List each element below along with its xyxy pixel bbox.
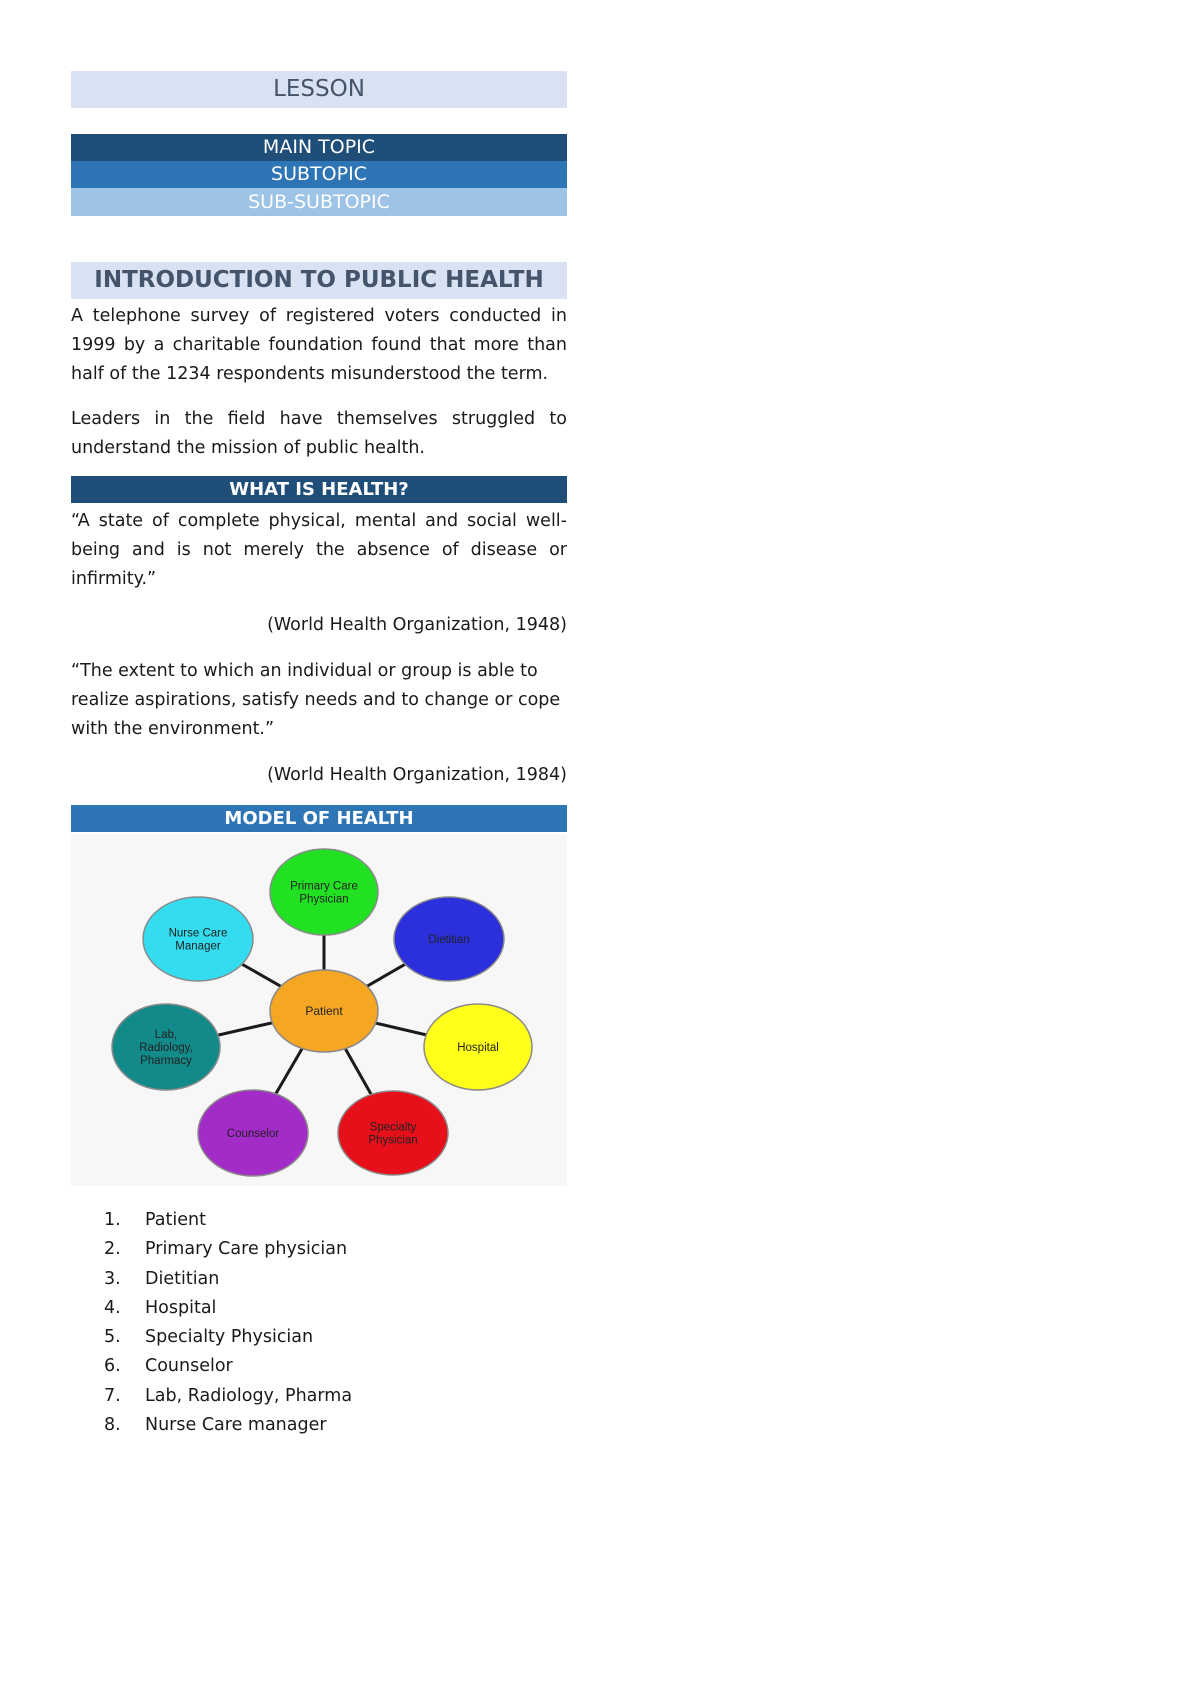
list-item-text: Primary Care physician [145, 1239, 348, 1260]
list-item-text: Specialty Physician [145, 1327, 314, 1348]
model-diagram-svg [71, 834, 567, 1186]
role-node-label: Nurse Care [168, 927, 228, 940]
role-node-label: Lab, [154, 1029, 178, 1041]
role-node-label: Physician [299, 893, 349, 906]
list-item-number: 7. [104, 1385, 121, 1406]
list-item [104, 1235, 352, 1264]
who-quote-1948: “A state of complete physical, mental and social well-being and is not merely the absence of disease or infirmity.” [71, 511, 567, 589]
who-quote-1984: “The extent to which an individual or group is able to realize aspirations, satisfy needs and to change or cope with the environment.” [71, 661, 561, 739]
list-item-number: 2. [104, 1239, 121, 1260]
list-item-text: Hospital [145, 1297, 217, 1318]
who-citation-1948: (World Health Organization, 1948) [267, 615, 567, 635]
list-item-number: 6. [104, 1356, 121, 1377]
role-node-label: Physician [368, 1134, 418, 1147]
role-node-label: Manager [175, 940, 221, 953]
list-item-text: Dietitian [145, 1268, 220, 1289]
patient-node-label: Patient [305, 1004, 343, 1018]
subtopic-legend: SUBTOPIC [71, 161, 567, 188]
list-item-text: Counselor [145, 1356, 233, 1377]
role-node-label: Radiology, [139, 1042, 193, 1054]
role-node-label: Counselor [226, 1128, 280, 1140]
lesson-label: LESSON [71, 71, 567, 108]
role-node-label: Hospital [457, 1042, 499, 1054]
list-item-text: Patient [145, 1210, 206, 1230]
role-node-label: Primary Care [290, 880, 358, 893]
model-of-health-heading: MODEL OF HEALTH [71, 805, 567, 832]
what-is-health-heading: WHAT IS HEALTH? [71, 476, 567, 503]
list-item [104, 1206, 352, 1235]
list-item-text: Nurse Care manager [145, 1415, 327, 1436]
model-of-health-diagram [71, 834, 567, 1186]
list-item [104, 1294, 352, 1323]
role-node-label: Dietitian [428, 934, 470, 946]
intro-paragraph-2: Leaders in the field have themselves struggled to understand the mission of public health. [71, 409, 567, 458]
role-node-label: Specialty [369, 1121, 417, 1134]
main-topic-legend: MAIN TOPIC [71, 134, 567, 161]
list-item [104, 1382, 352, 1411]
list-item-number: 8. [104, 1415, 121, 1436]
list-item [104, 1352, 352, 1381]
list-item [104, 1323, 352, 1352]
list-item-number: 5. [104, 1327, 121, 1348]
sub-subtopic-legend: SUB-SUBTOPIC [71, 188, 567, 216]
list-item [104, 1411, 352, 1440]
list-item-number: 3. [104, 1268, 121, 1289]
intro-paragraph-1: A telephone survey of registered voters conducted in 1999 by a charitable foundation found that more than half of the 1234 respondents misunderstood the term. [71, 306, 567, 384]
who-citation-1984: (World Health Organization, 1984) [267, 765, 567, 785]
list-item-text: Lab, Radiology, Pharma [145, 1385, 353, 1406]
list-item-number: 4. [104, 1297, 121, 1318]
list-item [104, 1265, 352, 1294]
model-list [104, 1206, 352, 1440]
page-title: INTRODUCTION TO PUBLIC HEALTH [71, 262, 567, 299]
role-node-label: Pharmacy [140, 1055, 192, 1067]
list-item-number: 1. [104, 1210, 121, 1230]
